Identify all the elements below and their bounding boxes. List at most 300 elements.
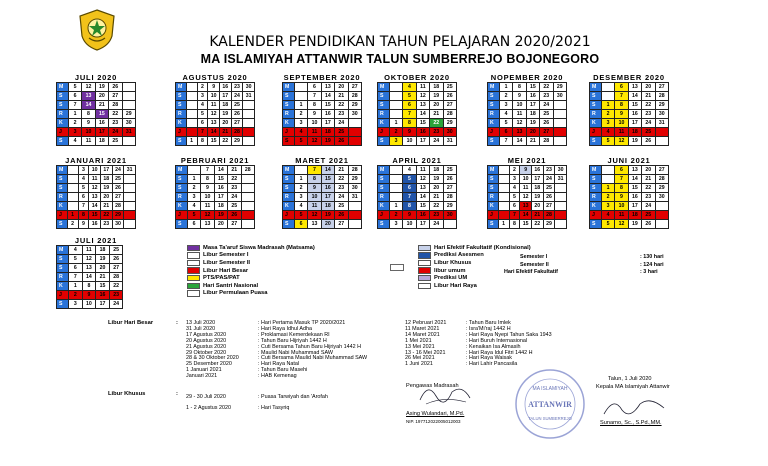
day-cell: 5 — [601, 220, 614, 229]
day-cell: 13 — [82, 92, 95, 101]
day-label: S — [590, 92, 602, 101]
day-cell: 7 — [201, 166, 214, 175]
week-row — [378, 101, 457, 110]
day-cell — [655, 137, 668, 146]
day-cell: 21 — [430, 110, 443, 119]
month-juni-2021 — [589, 157, 669, 237]
day-cell: 16 — [219, 83, 231, 92]
week-row — [378, 137, 457, 146]
day-cell: 26 — [540, 119, 553, 128]
list-item: 31 Juli 2020 — [186, 325, 216, 332]
day-cell — [122, 101, 135, 110]
day-cell: 5 — [601, 137, 614, 146]
day-cell: 7 — [509, 211, 520, 220]
day-cell: 6 — [308, 83, 321, 92]
week-row — [57, 110, 136, 119]
day-cell: 7 — [308, 92, 321, 101]
week-row — [57, 211, 136, 220]
day-cell: 14 — [321, 92, 334, 101]
day-cell: 25 — [112, 175, 124, 184]
day-cell — [243, 110, 255, 119]
calendar-title: KALENDER PENDIDIKAN TAHUN PELAJARAN 2020/2021 — [209, 34, 591, 50]
day-cell: 1 — [499, 83, 512, 92]
day-cell: 29 — [348, 101, 361, 110]
day-cell: 13 — [308, 220, 321, 229]
day-cell: 29 — [655, 101, 668, 110]
day-cell: 28 — [443, 110, 456, 119]
day-cell: 26 — [112, 184, 124, 193]
day-cell — [124, 220, 136, 229]
day-cell: 3 — [69, 300, 83, 309]
day-cell: 30 — [655, 193, 668, 202]
day-cell: 13 — [628, 83, 641, 92]
day-label: R — [57, 110, 69, 119]
day-cell — [67, 184, 78, 193]
day-cell: 3 — [294, 119, 307, 128]
day-cell: 18 — [214, 202, 227, 211]
day-cell: 18 — [321, 202, 334, 211]
day-cell: 21 — [95, 101, 108, 110]
week-row — [378, 92, 457, 101]
day-cell: 22 — [642, 101, 655, 110]
day-cell: 15 — [520, 220, 532, 229]
day-cell: 28 — [241, 166, 254, 175]
day-cell: 12 — [308, 137, 321, 146]
day-label: S — [590, 184, 602, 193]
legend-swatch — [418, 260, 431, 267]
day-cell — [389, 193, 402, 202]
day-cell — [186, 110, 197, 119]
week-row — [378, 202, 457, 211]
legend-label: Prediksi UM — [434, 275, 468, 282]
week-row — [283, 193, 362, 202]
month-name: MEI 2021 — [507, 156, 547, 165]
list-item: : Hari Raya Natal — [258, 361, 300, 368]
day-cell: 23 — [335, 110, 348, 119]
day-label: M — [590, 83, 602, 92]
day-label: S — [176, 175, 188, 184]
day-cell: 1 — [294, 101, 307, 110]
day-cell — [124, 193, 136, 202]
day-cell: 22 — [109, 282, 123, 291]
month-table — [282, 82, 362, 146]
day-cell — [243, 119, 255, 128]
week-row — [488, 166, 567, 175]
day-cell: 22 — [430, 119, 443, 128]
week-row — [488, 92, 567, 101]
day-cell: 14 — [416, 110, 429, 119]
day-cell: 26 — [642, 220, 655, 229]
week-row — [590, 128, 669, 137]
legend-item — [418, 244, 531, 252]
day-cell: 14 — [82, 273, 96, 282]
day-cell — [348, 128, 361, 137]
day-cell: 5 — [403, 175, 416, 184]
day-cell: 26 — [642, 137, 655, 146]
month-mei-2021 — [487, 157, 567, 237]
day-cell: 24 — [109, 128, 122, 137]
day-cell: 25 — [540, 110, 553, 119]
week-row — [57, 291, 123, 300]
principal-role: Kepala MA Islamiyah Attanwir — [596, 384, 670, 390]
day-cell: 17 — [531, 175, 543, 184]
week-row — [283, 110, 362, 119]
day-cell: 18 — [100, 175, 112, 184]
day-cell: 27 — [543, 202, 555, 211]
day-cell: 11 — [615, 128, 628, 137]
summary-semester-2-value: : 124 hari — [640, 261, 664, 268]
hari-besar-names — [258, 321, 367, 380]
week-row — [57, 119, 136, 128]
week-row — [590, 119, 669, 128]
day-cell: 20 — [526, 128, 539, 137]
summary-semester-1-label: Semester I — [520, 254, 548, 260]
day-cell: 20 — [642, 83, 655, 92]
day-cell: 26 — [443, 175, 456, 184]
day-cell: 16 — [526, 92, 539, 101]
hari-besar-dates-2 — [405, 321, 446, 368]
day-cell: 14 — [321, 166, 334, 175]
day-cell: 2 — [389, 128, 402, 137]
day-cell: 24 — [228, 193, 241, 202]
day-cell: 8 — [509, 220, 520, 229]
day-cell: 19 — [321, 137, 334, 146]
day-cell: 15 — [214, 175, 227, 184]
day-cell: 26 — [443, 92, 456, 101]
legend-item — [187, 267, 315, 275]
day-cell: 2 — [69, 291, 83, 300]
day-cell: 5 — [509, 193, 520, 202]
month-table — [56, 165, 136, 229]
day-cell: 18 — [531, 184, 543, 193]
day-cell: 9 — [615, 193, 628, 202]
week-row — [283, 202, 362, 211]
list-item: : Hari Raya Nyepi Tahun Saka 1943 — [466, 331, 552, 338]
week-row — [57, 166, 136, 175]
day-cell: 24 — [231, 92, 243, 101]
day-cell: 16 — [416, 128, 429, 137]
day-cell: 5 — [403, 92, 416, 101]
day-cell — [601, 83, 614, 92]
day-cell: 27 — [109, 264, 123, 273]
day-cell — [348, 211, 361, 220]
day-cell: 27 — [228, 220, 241, 229]
day-cell: 24 — [642, 202, 655, 211]
week-row — [57, 202, 136, 211]
day-cell: 16 — [531, 166, 543, 175]
day-cell: 15 — [416, 119, 429, 128]
day-cell: 8 — [615, 184, 628, 193]
day-label: M — [378, 166, 390, 175]
day-cell: 24 — [430, 137, 443, 146]
day-cell: 5 — [294, 211, 307, 220]
day-cell: 8 — [308, 101, 321, 110]
legend-swatch — [418, 267, 431, 274]
day-cell: 23 — [100, 220, 112, 229]
day-cell: 17 — [95, 128, 108, 137]
month-table — [56, 245, 123, 309]
day-cell: 29 — [348, 175, 361, 184]
day-cell: 2 — [509, 166, 520, 175]
legend-label: Libur Khusus — [434, 259, 472, 266]
month-maret-2021 — [282, 157, 362, 237]
day-cell: 27 — [335, 220, 348, 229]
legend-label: Libur Semester II — [203, 259, 251, 266]
legend-label: PTS/PAS/PAT — [203, 275, 240, 282]
list-item: : Hari Buruh Internasional — [466, 337, 528, 344]
day-cell: 15 — [526, 83, 539, 92]
day-cell: 7 — [308, 166, 321, 175]
day-cell: 10 — [520, 175, 532, 184]
day-cell: 1 — [294, 175, 307, 184]
day-cell: 20 — [214, 220, 227, 229]
day-cell: 27 — [655, 83, 668, 92]
legend-label: Libur Permulaan Puasa — [203, 290, 268, 297]
day-cell: 29 — [553, 83, 566, 92]
day-cell: 7 — [403, 193, 416, 202]
day-cell: 20 — [531, 202, 543, 211]
day-cell: 8 — [201, 175, 214, 184]
day-cell: 22 — [219, 137, 231, 146]
day-cell: 10 — [308, 119, 321, 128]
week-row — [283, 211, 362, 220]
week-row — [57, 101, 136, 110]
day-cell — [553, 137, 566, 146]
month-name: JULI 2021 — [74, 236, 118, 245]
week-row — [488, 137, 567, 146]
day-label: K — [590, 202, 602, 211]
day-cell: 12 — [89, 184, 101, 193]
day-cell: 16 — [95, 119, 108, 128]
day-cell: 19 — [526, 119, 539, 128]
day-cell — [122, 137, 135, 146]
stamp-top-text: MA ISLAMIYAH — [532, 386, 568, 392]
day-cell: 12 — [416, 175, 429, 184]
list-item: : Hari Raya Waisak — [466, 355, 512, 362]
day-cell: 28 — [348, 166, 361, 175]
day-cell: 23 — [109, 119, 122, 128]
day-label: R — [590, 193, 602, 202]
supervisor-name: Asing Wulandari, M.Pd. — [406, 411, 465, 417]
day-cell — [122, 92, 135, 101]
day-cell — [389, 92, 402, 101]
day-cell: 9 — [308, 184, 321, 193]
day-cell: 23 — [642, 110, 655, 119]
day-cell: 1 — [187, 175, 200, 184]
day-cell: 18 — [430, 166, 443, 175]
day-cell: 26 — [231, 110, 243, 119]
list-item: : Hari Tasyriq — [258, 405, 290, 411]
legend-label: Prediksi Asesmen — [434, 252, 484, 259]
summary-values — [640, 254, 664, 277]
month-table — [589, 165, 669, 229]
month-name: APRIL 2021 — [392, 156, 442, 165]
day-cell: 14 — [520, 211, 532, 220]
day-cell: 10 — [615, 119, 628, 128]
week-row — [378, 83, 457, 92]
week-row — [57, 175, 136, 184]
day-cell: 4 — [294, 202, 307, 211]
day-cell: 15 — [416, 202, 429, 211]
day-cell: 19 — [96, 255, 110, 264]
day-cell: 30 — [443, 128, 456, 137]
day-label: R — [57, 273, 69, 282]
day-cell — [124, 202, 136, 211]
week-row — [488, 175, 567, 184]
legend-item — [187, 244, 315, 252]
list-item: : Tahun Baru Hijriyah 1442 H — [258, 337, 327, 344]
day-cell: 24 — [540, 101, 553, 110]
day-cell: 2 — [601, 110, 614, 119]
day-cell: 5 — [294, 137, 307, 146]
week-row — [488, 119, 567, 128]
week-row — [488, 101, 567, 110]
day-cell: 14 — [628, 92, 641, 101]
day-cell: 19 — [430, 175, 443, 184]
day-label: S — [488, 101, 500, 110]
day-cell: 20 — [430, 101, 443, 110]
week-row — [57, 92, 136, 101]
week-row — [176, 202, 255, 211]
day-cell: 25 — [335, 128, 348, 137]
list-item: 13 Mei 2021 — [405, 343, 435, 350]
day-cell: 18 — [321, 128, 334, 137]
day-cell: 27 — [348, 83, 361, 92]
day-cell: 4 — [499, 110, 512, 119]
day-cell: 3 — [389, 220, 402, 229]
legend-label: Libur Semester I — [203, 252, 249, 259]
week-row — [176, 220, 255, 229]
day-cell: 7 — [403, 110, 416, 119]
week-row — [176, 101, 255, 110]
day-label: S — [488, 175, 499, 184]
day-cell: 28 — [112, 202, 124, 211]
day-cell: 25 — [228, 202, 241, 211]
day-cell: 1 — [389, 202, 402, 211]
day-cell: 27 — [109, 92, 122, 101]
day-cell: 24 — [335, 119, 348, 128]
day-cell: 10 — [615, 202, 628, 211]
day-cell — [243, 101, 255, 110]
week-row — [176, 110, 255, 119]
day-cell: 5 — [197, 110, 208, 119]
day-cell: 1 — [498, 220, 509, 229]
day-label: R — [590, 110, 602, 119]
day-label: S — [378, 137, 390, 146]
day-cell: 10 — [513, 101, 526, 110]
legend-blank-box — [390, 264, 404, 271]
day-cell: 10 — [89, 166, 101, 175]
day-cell — [241, 220, 254, 229]
day-label: S — [488, 92, 500, 101]
day-label: S — [590, 101, 602, 110]
list-item: 28 & 30 Oktober 2020 — [186, 355, 239, 362]
day-cell — [241, 193, 254, 202]
day-label: S — [57, 137, 69, 146]
day-cell: 6 — [615, 166, 628, 175]
day-cell: 29 — [443, 202, 456, 211]
day-label: S — [176, 184, 188, 193]
day-cell — [498, 193, 509, 202]
day-label: J — [488, 128, 500, 137]
day-cell: 27 — [443, 101, 456, 110]
list-item: : Tahun Baru Imlek — [466, 320, 511, 326]
week-row — [590, 110, 669, 119]
legend-swatch — [418, 245, 431, 252]
day-cell: 4 — [69, 246, 83, 255]
day-label: S — [283, 137, 295, 146]
month-juli-2021 — [56, 237, 136, 317]
legend-label: Libur Hari Raya — [434, 282, 477, 289]
day-label: J — [283, 128, 295, 137]
day-cell: 28 — [540, 137, 553, 146]
day-label: K — [283, 119, 295, 128]
day-cell — [498, 184, 509, 193]
day-cell: 2 — [67, 220, 78, 229]
day-cell: 26 — [228, 211, 241, 220]
day-label: R — [378, 110, 390, 119]
day-cell: 25 — [443, 166, 456, 175]
supervisor-role: Pengawas Madrasah — [406, 383, 459, 389]
day-cell: 6 — [403, 101, 416, 110]
day-cell: 31 — [655, 119, 668, 128]
day-label: K — [176, 202, 188, 211]
legend-left — [187, 244, 315, 297]
day-cell — [67, 175, 78, 184]
list-item: : Hari Raya Idul Fitri 1442 H — [466, 349, 533, 356]
day-label: K — [378, 119, 390, 128]
day-cell — [389, 110, 402, 119]
list-item: 11 Maret 2021 — [405, 325, 440, 332]
month-name: JUNI 2021 — [607, 156, 651, 165]
day-cell — [555, 211, 567, 220]
day-cell: 14 — [208, 128, 220, 137]
day-cell: 25 — [335, 202, 348, 211]
day-cell — [389, 184, 402, 193]
week-row — [176, 128, 255, 137]
day-label: K — [283, 202, 295, 211]
day-cell: 3 — [197, 92, 208, 101]
day-cell — [294, 166, 307, 175]
day-label: S — [57, 175, 68, 184]
month-oktober-2020 — [377, 74, 457, 154]
day-cell: 22 — [642, 184, 655, 193]
day-cell — [655, 211, 668, 220]
day-label: R — [176, 193, 188, 202]
week-row — [590, 137, 669, 146]
day-cell: 7 — [78, 202, 89, 211]
month-name: JANUARI 2021 — [65, 156, 127, 165]
day-label: M — [283, 166, 295, 175]
day-cell: 6 — [615, 83, 628, 92]
day-label: M — [590, 166, 602, 175]
day-cell: 4 — [403, 83, 416, 92]
day-label: R — [176, 110, 187, 119]
week-row — [378, 211, 457, 220]
day-cell — [553, 110, 566, 119]
day-cell: 12 — [615, 220, 628, 229]
month-table — [487, 82, 567, 146]
day-cell: 31 — [555, 175, 567, 184]
day-cell: 16 — [321, 110, 334, 119]
day-cell: 19 — [219, 110, 231, 119]
day-cell: 17 — [219, 92, 231, 101]
month-table — [175, 82, 255, 146]
day-cell: 21 — [526, 137, 539, 146]
week-row — [57, 184, 136, 193]
stamp-bottom-text: TALUN SUMBERREJO — [528, 416, 572, 421]
day-cell: 3 — [78, 166, 89, 175]
